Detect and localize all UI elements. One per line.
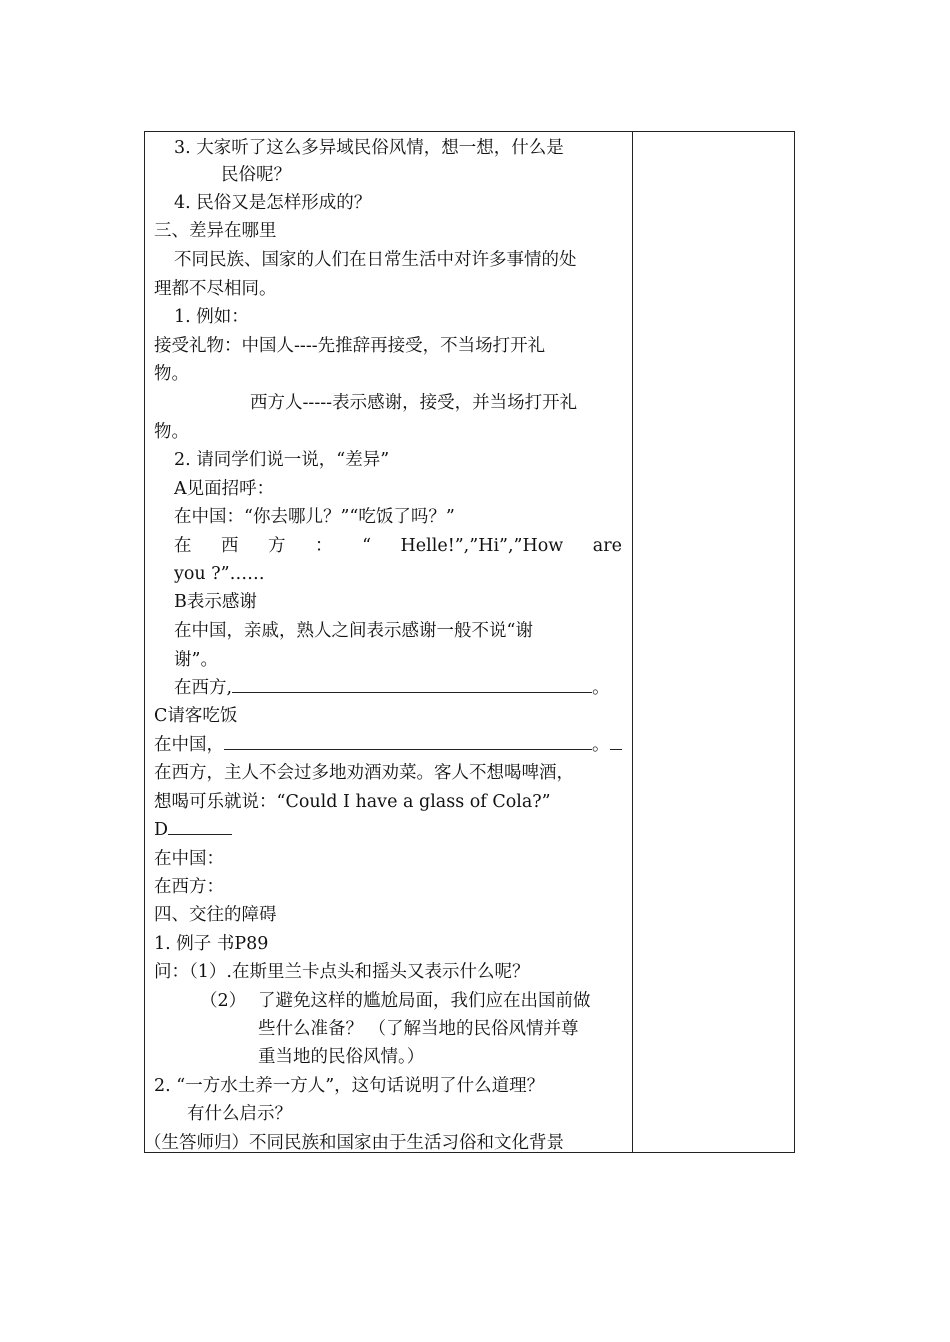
blank-underline <box>224 735 592 750</box>
justified-line <box>174 536 622 556</box>
word: ： <box>315 536 333 556</box>
text-line: 在西方，主人不会过多地劝酒劝菜。客人不想喝啤酒， <box>154 763 574 783</box>
label: 。 <box>592 678 610 698</box>
text-line: （生答师归）不同民族和国家由于生活习俗和文化背景 <box>144 1133 564 1153</box>
fill-in-line <box>174 678 610 698</box>
text-line: 民俗呢？ <box>221 165 291 185</box>
text-line: 在中国，亲戚，熟人之间表示感谢一般不说“谢 <box>174 621 533 641</box>
word: 方 <box>268 536 286 556</box>
fill-in-line <box>154 820 232 840</box>
text-line: （2） <box>200 991 247 1011</box>
text-line: 理都不尽相同。 <box>154 279 277 299</box>
text-line: 在中国： <box>154 849 224 869</box>
text-line: 想喝可乐就说：“Could I have a glass of Cola?” <box>154 792 551 812</box>
word: Helle!”,”Hi”,”How <box>400 536 564 556</box>
text-line: 1. 例如： <box>174 307 249 327</box>
text-line: C请客吃饭 <box>154 706 238 726</box>
text-line: 了避免这样的尴尬局面，我们应在出国前做 <box>258 991 591 1011</box>
word: 在 <box>174 536 192 556</box>
text-line: 不同民族、国家的人们在日常生活中对许多事情的处 <box>174 250 577 270</box>
word: are <box>592 536 622 556</box>
text-line: A见面招呼： <box>174 479 275 499</box>
section-heading: 四、交往的障碍 <box>154 905 277 925</box>
text-line: 4. 民俗又是怎样形成的？ <box>174 193 372 213</box>
text-line: 重当地的民俗风情。） <box>258 1047 425 1067</box>
text-line: 1. 例子 书P89 <box>154 934 269 954</box>
blank-underline <box>232 678 592 693</box>
fill-in-line <box>154 735 622 755</box>
word: 西 <box>221 536 239 556</box>
text-line: 在中国：“你去哪儿？”“吃饭了吗？” <box>174 507 455 527</box>
text-line: 在西方： <box>154 877 224 897</box>
text-line: 接受礼物：中国人----先推辞再接受，不当场打开礼 <box>154 336 546 356</box>
blank-underline <box>610 735 622 750</box>
label: D <box>154 820 169 840</box>
text-line: 有什么启示？ <box>187 1104 292 1124</box>
text-line: 2. 请同学们说一说，“差异” <box>174 450 390 470</box>
word: “ <box>362 536 372 556</box>
label: 在中国， <box>154 735 224 755</box>
text-line: 西方人-----表示感谢，接受，并当场打开礼 <box>250 393 578 413</box>
text-line: you ?”…… <box>174 564 265 584</box>
label: 在西方, <box>174 678 233 698</box>
text-line: 3. 大家听了这么多异域民俗风情，想一想，什么是 <box>174 138 564 158</box>
text-line: 物。 <box>154 364 189 384</box>
text-line: 谢”。 <box>174 650 218 670</box>
blank-underline <box>168 820 232 835</box>
label: 。 <box>592 735 610 755</box>
section-heading: 三、差异在哪里 <box>154 221 277 241</box>
text-line: B表示感谢 <box>174 592 257 612</box>
column-divider <box>632 131 633 1153</box>
text-line: 些什么准备？ （了解当地的民俗风情并尊 <box>258 1019 579 1039</box>
text-line: 2. “一方水土养一方人”，这句话说明了什么道理？ <box>154 1076 545 1096</box>
text-line: 物。 <box>154 422 189 442</box>
text-line: 问：（1）.在斯里兰卡点头和摇头又表示什么呢？ <box>154 962 530 982</box>
